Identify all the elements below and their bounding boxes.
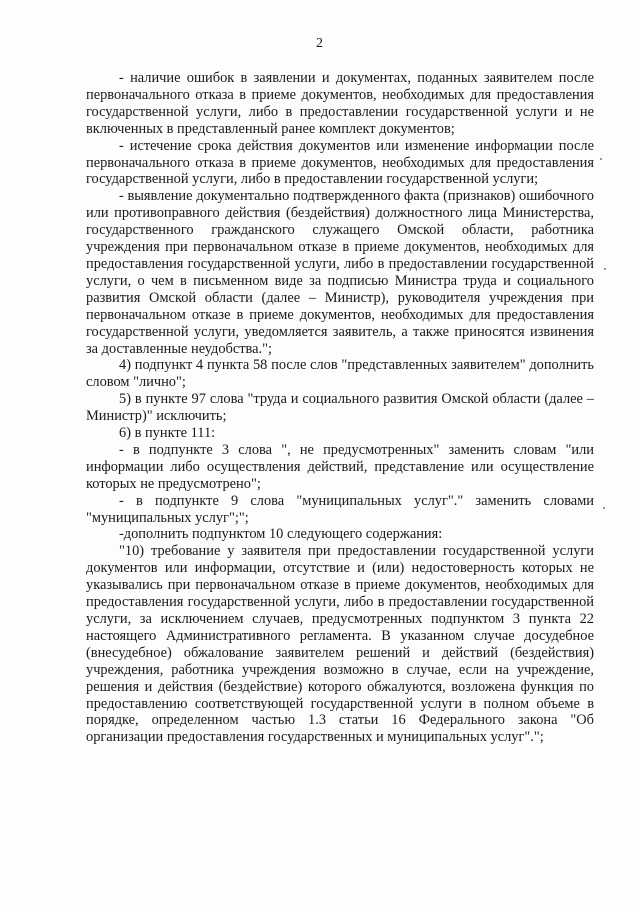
paragraph-errors-in-application: - наличие ошибок в заявлении и документах, поданных заявителем после первоначального отказа в приеме документов, необходимых для предоставления государственной услуги, либо в предоставлении государственной услуги и не включенных в представленный ранее комплект документов;: [86, 70, 594, 137]
scan-speck: [603, 507, 605, 509]
paragraph-subitem-3: - в подпункте 3 слова ", не предусмотренных" заменить словам "или информации либо осуществления действий, представление или осуществление которых не предусмотрено";: [86, 441, 594, 492]
document-body: [86, 70, 594, 746]
paragraph-item-5: 5) в пункте 97 слова "труда и социального развития Омской области (далее – Министр)" исключить;: [86, 391, 594, 425]
paragraph-item-4: 4) подпункт 4 пункта 58 после слов "представленных заявителем" дополнить словом "лично";: [86, 357, 594, 391]
paragraph-erroneous-action: - выявление документально подтвержденного факта (признаков) ошибочного или противоправного действия (бездействия) должностного лица Министерства, государственного гражданского служащего Омской области, работника учреждения при первоначальном отказе в приеме документов, необходимых для предоставления государственной услуги, либо в предоставлении государственной услуги, о чем в письменном виде за подписью Министра труда и социального развития Омской области (далее – Министр), руководителя учреждения при первоначальном отказе в приеме документов, необходимых для предоставления государственной услуги, уведомляется заявитель, а также приносятся извинения за доставленные неудобства.";: [86, 188, 594, 357]
page-number: 2: [316, 36, 323, 51]
paragraph-subitem-9: - в подпункте 9 слова "муниципальных услуг"." заменить словами "муниципальных услуг";";: [86, 492, 594, 526]
paragraph-add-subitem-10: -дополнить подпунктом 10 следующего содержания:: [119, 526, 443, 543]
paragraph-subitem-10-text: "10) требование у заявителя при предоставлении государственной услуги документов или информации, отсутствие и (или) недостоверность которых не указывались при первоначальном отказе в приеме документов, необходимых для предоставления государственной услуги, либо в предоставлении государственной услуги, за исключением случаев, предусмотренных подпунктом 3 пункта 22 настоящего Административного регламента. В указанном случае досудебное (внесудебное) обжалование заявителем решений и действий (бездействия) учреждения, работника учреждения возможно в случае, если на учреждение, решения и действия (бездействие) которого обжалуются, возложена функция по предоставлению соответствующей государственной услуги в полном объеме в порядке, определенном частью 1.3 статьи 16 Федерального закона "Об организации предоставления государственных и муниципальных услуг".";: [86, 543, 594, 746]
scan-speck: [600, 158, 602, 160]
paragraph-document-expiry: - истечение срока действия документов или изменение информации после первоначального отказа в приеме документов, необходимых для предоставления государственной услуги, либо в предоставлении государственной услуги;: [86, 137, 594, 188]
paragraph-item-6: 6) в пункте 111:: [119, 425, 216, 442]
scan-speck: [604, 268, 606, 270]
